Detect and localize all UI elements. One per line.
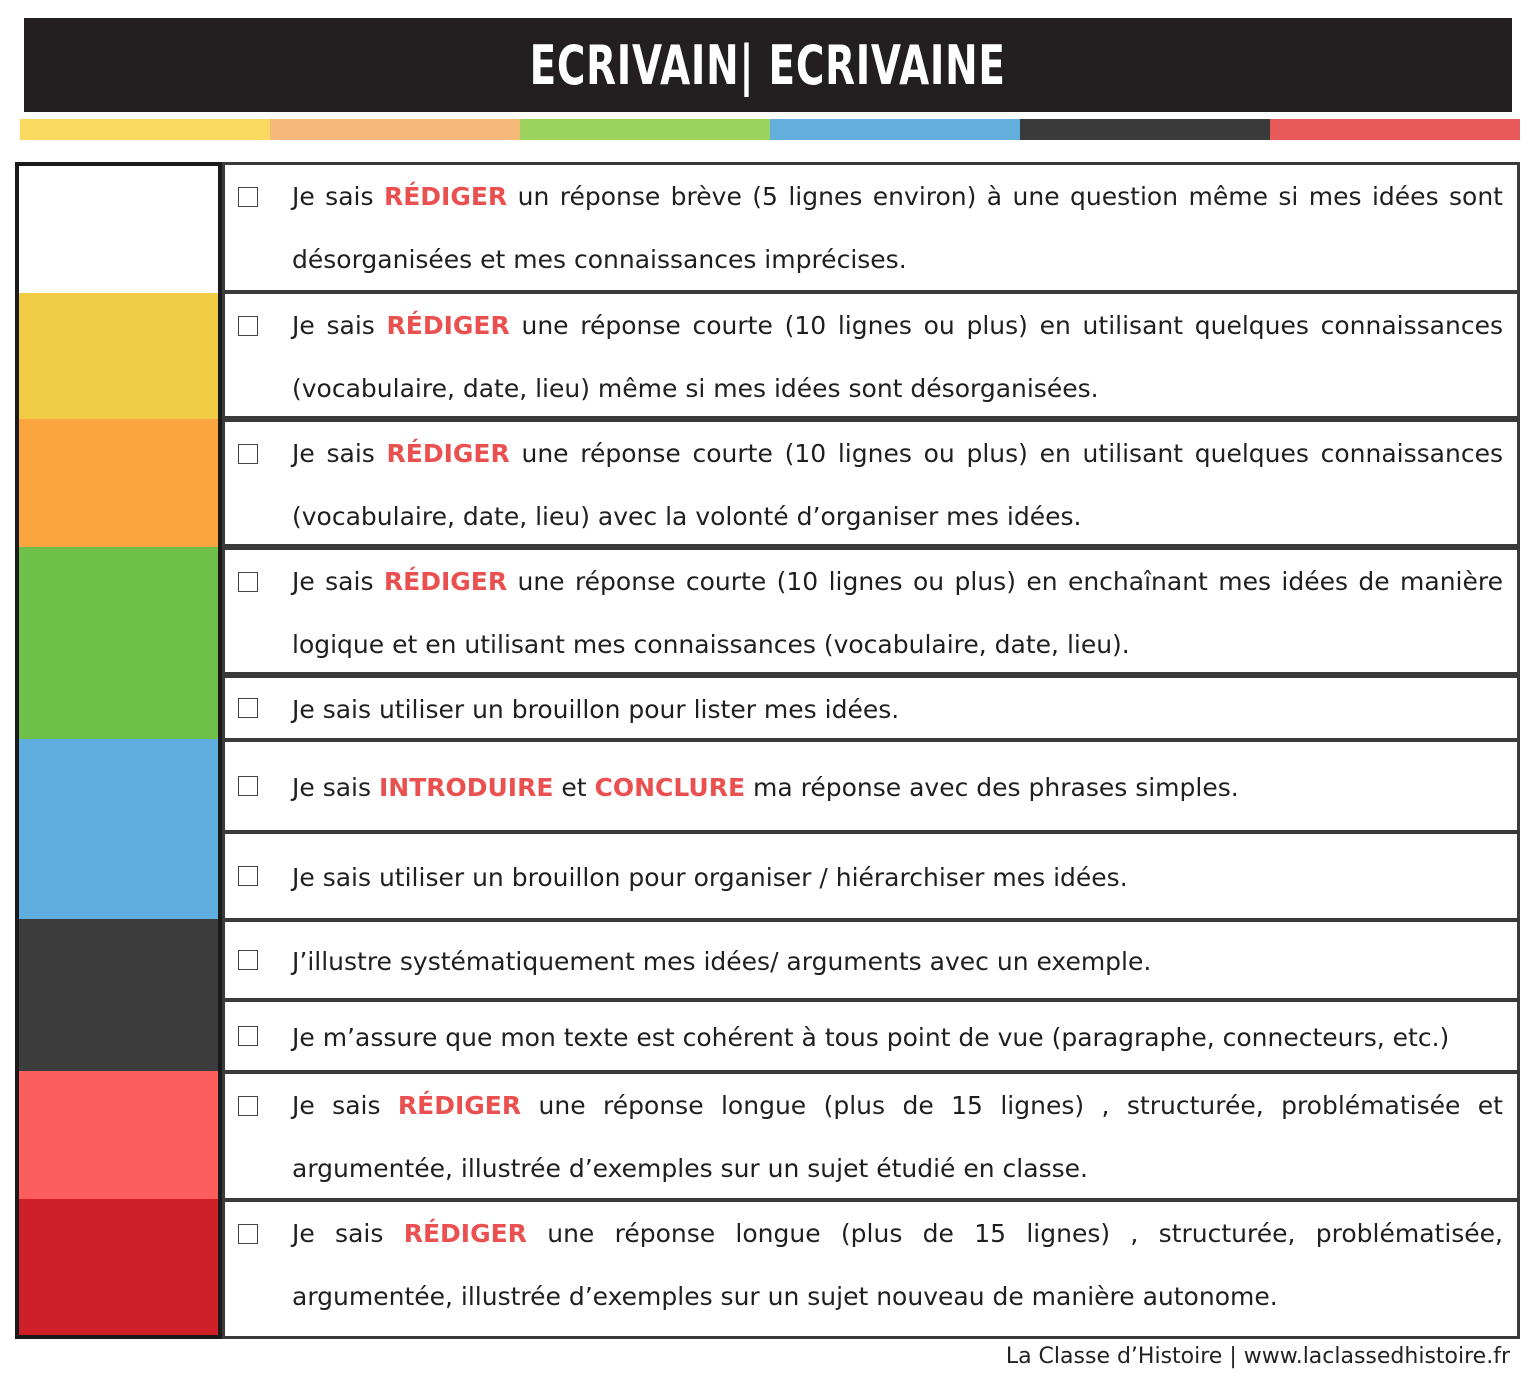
level-color-band xyxy=(15,293,222,419)
checklist-item-text xyxy=(292,694,1503,726)
checklist-row xyxy=(222,999,1520,1073)
level-color-band xyxy=(15,1071,222,1199)
text-segment: une réponse courte (10 lignes ou plus) en utilisant quelques connaissances (vocabulaire, date, lieu) avec la volonté d’organiser mes idées. xyxy=(292,439,1503,531)
checklist-row xyxy=(222,831,1520,921)
highlighted-verb: RÉDIGER xyxy=(383,567,508,596)
highlighted-verb: RÉDIGER xyxy=(386,311,510,340)
skills-checklist xyxy=(15,162,1520,1339)
text-segment: une réponse longue (plus de 15 lignes) , structurée, problématisée, argumentée, illustrée d’exemples sur un sujet nouveau de manière autonome. xyxy=(292,1219,1503,1311)
checklist-row xyxy=(222,675,1520,741)
page-header xyxy=(24,18,1512,112)
checklist-item-text xyxy=(292,294,1503,420)
highlighted-verb: INTRODUIRE xyxy=(378,773,554,802)
checklist-item-text xyxy=(292,1022,1503,1054)
checklist-row xyxy=(222,1071,1520,1201)
text-segment: Je sais utiliser un brouillon pour lister mes idées. xyxy=(292,695,900,724)
checklist-item-text xyxy=(292,550,1503,676)
checkbox[interactable] xyxy=(238,1096,258,1116)
checkbox[interactable] xyxy=(238,1224,258,1244)
highlighted-verb: RÉDIGER xyxy=(397,1091,522,1120)
checklist-row xyxy=(222,162,1520,293)
checklist-item-text xyxy=(292,772,1503,804)
text-segment: une réponse courte (10 lignes ou plus) en enchaînant mes idées de manière logique et en utilisant mes connaissances (vocabulaire, date, lieu). xyxy=(292,567,1503,659)
checklist-row xyxy=(222,919,1520,1001)
level-color-band xyxy=(15,1199,222,1339)
checkbox[interactable] xyxy=(238,572,258,592)
text-segment: une réponse longue (plus de 15 lignes) , structurée, problématisée et argumentée, illustrée d’exemples sur un sujet étudié en classe. xyxy=(292,1091,1503,1183)
page-title: ECRIVAIN| ECRIVAINE xyxy=(529,33,1007,97)
text-segment: Je sais xyxy=(292,311,387,340)
highlighted-verb: RÉDIGER xyxy=(403,1219,527,1248)
checklist-row xyxy=(222,739,1520,833)
checklist-row xyxy=(222,1199,1520,1339)
checkbox[interactable] xyxy=(238,1026,258,1046)
text-segment: Je sais utiliser un brouillon pour organiser / hiérarchiser mes idées. xyxy=(292,863,1128,892)
checklist-row xyxy=(222,291,1520,419)
checklist-item-text xyxy=(292,165,1503,291)
text-segment: Je sais xyxy=(292,773,379,802)
highlighted-verb: RÉDIGER xyxy=(383,182,508,211)
highlighted-verb: RÉDIGER xyxy=(386,439,510,468)
level-color-band xyxy=(15,162,222,293)
text-segment: Je sais xyxy=(292,1219,404,1248)
text-segment: ma réponse avec des phrases simples. xyxy=(745,773,1239,802)
checkbox[interactable] xyxy=(238,866,258,886)
text-segment: Je sais xyxy=(292,567,384,596)
text-segment: Je m’assure que mon texte est cohérent à tous point de vue (paragraphe, connecteurs, etc.) xyxy=(292,1023,1450,1052)
stripe-segment xyxy=(770,119,1020,140)
checklist-item-text xyxy=(292,422,1503,548)
level-color-band xyxy=(15,419,222,547)
checklist-row xyxy=(222,547,1520,675)
checkbox[interactable] xyxy=(238,950,258,970)
stripe-segment xyxy=(520,119,770,140)
text-segment: et xyxy=(553,773,595,802)
checkbox[interactable] xyxy=(238,444,258,464)
stripe-segment xyxy=(270,119,520,140)
checkbox[interactable] xyxy=(238,698,258,718)
text-segment: J’illustre systématiquement mes idées/ arguments avec un exemple. xyxy=(292,947,1152,976)
level-color-band xyxy=(15,739,222,919)
stripe-segment xyxy=(1020,119,1270,140)
checklist-item-text xyxy=(292,946,1503,978)
text-segment: Je sais xyxy=(292,182,384,211)
checklist-item-text xyxy=(292,1202,1503,1328)
text-segment: Je sais xyxy=(292,439,387,468)
checklist-item-text xyxy=(292,1074,1503,1200)
footer-credit: La Classe d’Histoire | www.laclassedhistoire.fr xyxy=(1005,1344,1510,1369)
color-stripe xyxy=(20,119,1520,140)
text-segment: Je sais xyxy=(292,1091,398,1120)
checklist-item-text xyxy=(292,862,1503,894)
stripe-segment xyxy=(20,119,270,140)
checkbox[interactable] xyxy=(238,776,258,796)
checkbox[interactable] xyxy=(238,187,258,207)
text-segment: un réponse brève (5 lignes environ) à une question même si mes idées sont désorganisées et mes connaissances imprécises. xyxy=(292,182,1503,274)
stripe-segment xyxy=(1270,119,1520,140)
text-segment: une réponse courte (10 lignes ou plus) en utilisant quelques connaissances (vocabulaire, date, lieu) même si mes idées sont désorganisées. xyxy=(292,311,1503,403)
highlighted-verb: CONCLURE xyxy=(594,773,746,802)
level-color-band xyxy=(15,919,222,1071)
checkbox[interactable] xyxy=(238,316,258,336)
checklist-row xyxy=(222,419,1520,547)
level-color-band xyxy=(15,547,222,739)
